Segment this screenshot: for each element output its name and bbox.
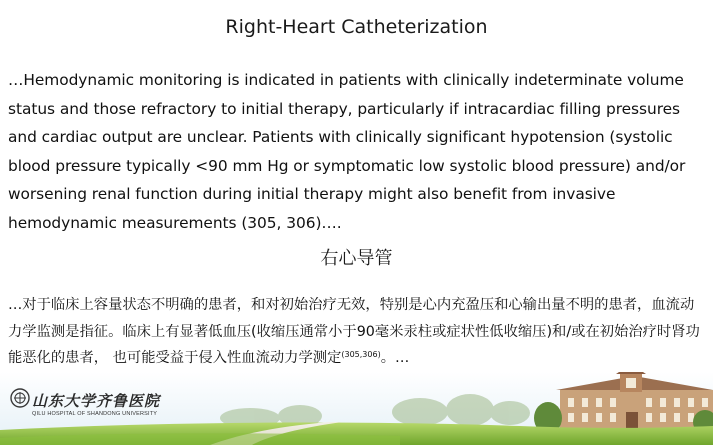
english-title: Right-Heart Catheterization [225,16,488,38]
hospital-logo [10,388,160,422]
english-paragraph: …Hemodynamic monitoring is indicated in patients with clinically indeterminate volume status and those refractory to initial therapy, particularly if intracardiac filling pressures and cardiac output are unclear. Patients with clinically significant hypotension (systolic blood pressure typically <90 mm Hg or symptomatic low systolic blood pressure) and/or worsening renal function during initial therapy might also benefit from invasive hemodynamic measurements (305, 306)…. [8,71,686,232]
chinese-paragraph [8,292,708,372]
chinese-title: 右心导管 [320,248,393,269]
hospital-seal-icon [10,388,30,408]
logo-english-text: QILU HOSPITAL OF SHANDONG UNIVERSITY [32,411,158,417]
logo-chinese-text: 山东大学齐鲁医院 [32,392,161,410]
chinese-paragraph-main: …对于临床上容量状态不明确的患者，和对初始治疗无效，特别是心内充盈压和心输出量不明的患者，血流动力学监测是指征。临床上有显著低血压(收缩压通常小于90毫米汞柱或症状性低收缩压)和/或在初始治疗时肾功能恶化的患者， 也可能受益于侵入性血流动力学测定 [8,297,700,366]
citation-superscript: (305,306) [341,350,381,359]
chinese-paragraph-end: 。… [380,350,410,366]
